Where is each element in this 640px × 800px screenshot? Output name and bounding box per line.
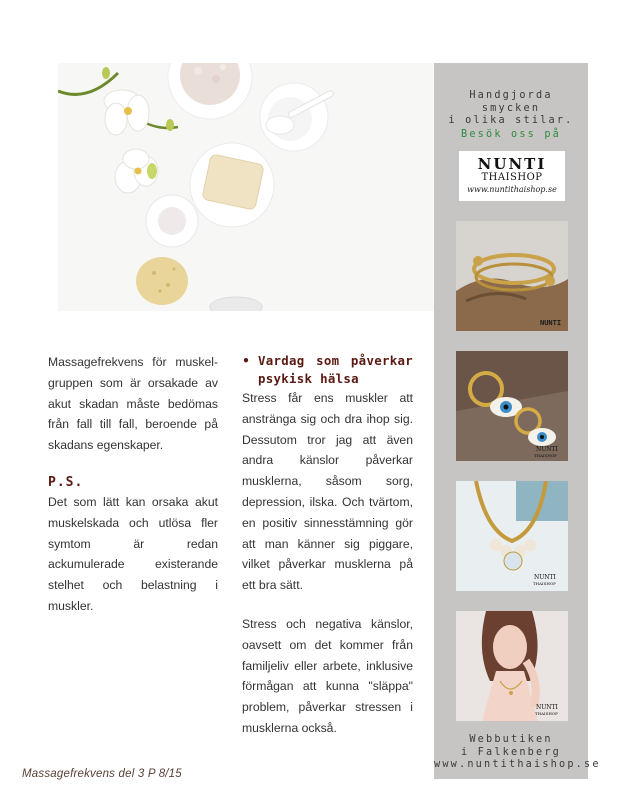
page-footer: Massagefrekvens del 3 P 8/15 [22, 768, 182, 780]
sidebar-line: Handgjorda [469, 90, 553, 101]
sidebar-ad[interactable] [434, 63, 601, 779]
sidebar-intro [434, 90, 588, 141]
sidebar-line: i olika stilar. [448, 115, 574, 126]
visit-us-link[interactable]: Besök oss på [460, 128, 561, 140]
paragraph-ps: Det som lätt kan orsaka akut muskelskada och utlösa fler symtom är redan ackumulerade existerande stelhet och belastning i muskler. [48, 494, 218, 613]
bullet-heading-text: Vardag som påverkar psykisk hälsa [258, 353, 413, 386]
paragraph-massage-frequency: Massagefrekvens för muskelgruppen som är orsakade av akut skadan måste bedömas från fall till fall, beroende på skadans egenskaper. [48, 355, 218, 453]
nunti-logo[interactable] [459, 151, 565, 201]
shop-url-link[interactable]: www.nuntithaishop.se [434, 759, 601, 770]
product3-sub: THAISHOP [533, 581, 556, 586]
product-image-eye-earrings[interactable] [456, 351, 568, 461]
product-image-model[interactable] [456, 611, 568, 721]
product4-brand: NUNTI [536, 704, 558, 711]
bullet-heading [242, 352, 413, 388]
logo-sub: THAISHOP [481, 172, 543, 183]
product2-sub: THAISHOP [534, 453, 557, 458]
middle-column [242, 352, 413, 739]
hero-spa-photo [58, 63, 434, 311]
left-column [48, 352, 218, 617]
ps-heading: P.S. [48, 474, 84, 490]
logo-brand: NUNTI [477, 155, 547, 173]
product3-brand: NUNTI [534, 574, 556, 581]
product2-brand: NUNTI [536, 446, 558, 453]
sidebar-line: smycken [481, 102, 541, 114]
bullet-dot: • [242, 353, 251, 368]
product4-sub: THAISHOP [535, 711, 558, 716]
sidebar-line: i Falkenberg [460, 746, 561, 758]
logo-url: www.nuntithaishop.se [467, 185, 557, 194]
product-image-bangle[interactable] [456, 221, 568, 331]
product-image-necklace[interactable] [456, 481, 568, 591]
sidebar-line: Webbutiken [469, 734, 553, 745]
paragraph-stress: Stress får ens muskler att anstränga sig och dra ihop sig. Dessutom tror jag att även andra känslor påverkar musklerna, såsom sorg, depression, ilska. Och tvärtom, en positiv sinnesstämning gör att man känner sig piggare, vilket påverkar musklerna på ett bra sätt. [242, 391, 413, 593]
product1-brand: NUNTI [540, 319, 562, 327]
sidebar-outro [434, 734, 601, 772]
paragraph-negative-feelings: Stress och negativa känslor, oavsett om det kommer från familjeliv eller arbete, inklusive förmågan att kunna "släppa" problem, påverkar stressen i musklerna också. [242, 616, 413, 735]
